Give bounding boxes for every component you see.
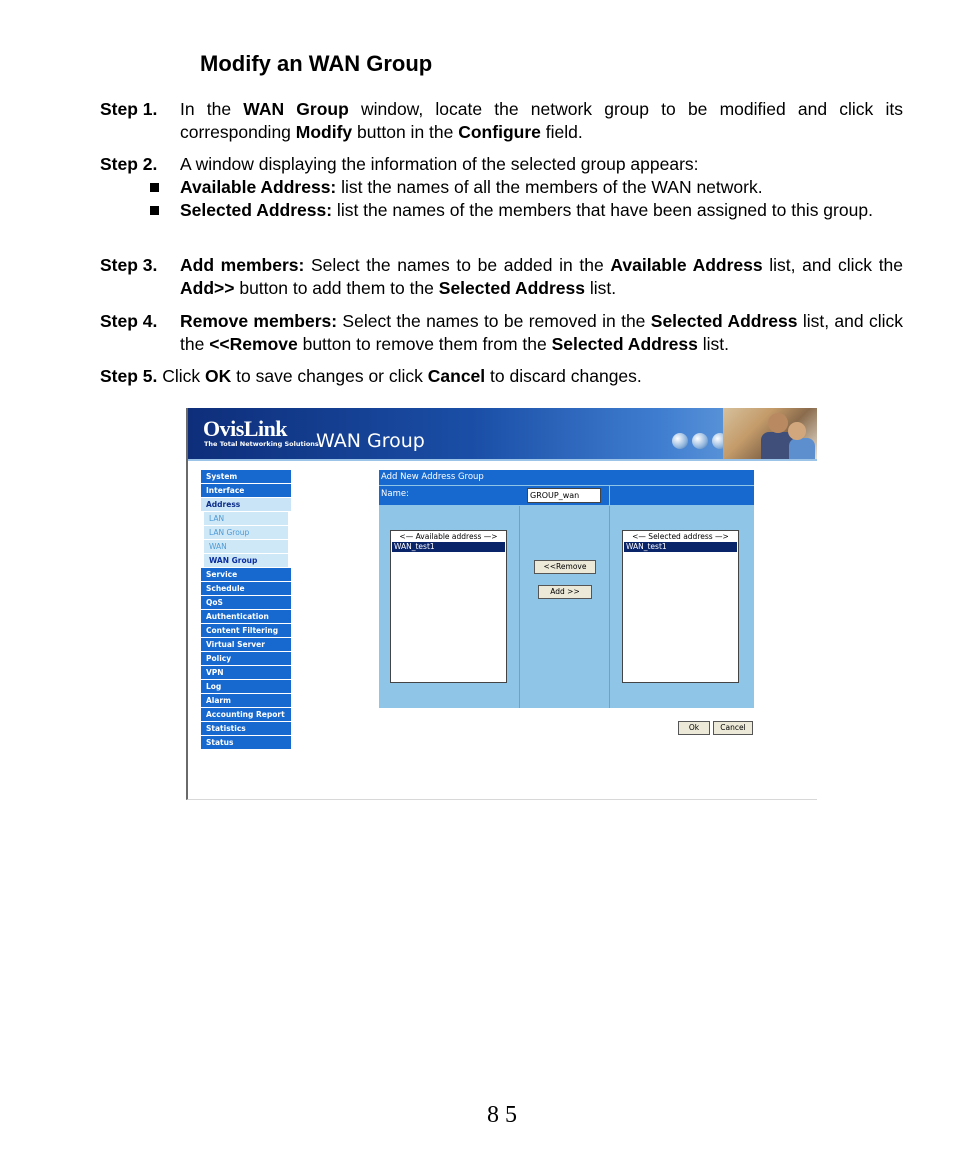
menu-item-log[interactable]: Log <box>201 680 291 693</box>
step-text: In the WAN Group window, locate the network group to be modified and click its corresponding Modify button in the Configure field. <box>180 99 903 142</box>
menu-item-schedule[interactable]: Schedule <box>201 582 291 595</box>
step-label: Step 2. <box>100 154 158 174</box>
available-address-list[interactable] <box>390 530 507 683</box>
logo-tagline: The Total Networking Solutions <box>204 440 319 448</box>
submenu-item-lan[interactable]: LAN <box>204 512 288 525</box>
menu-item-address[interactable]: Address <box>201 498 291 511</box>
section-title: Modify an WAN Group <box>200 51 433 76</box>
menu-item-accounting-report[interactable]: Accounting Report <box>201 708 291 721</box>
step-text: Add members: Select the names to be added in the Available Address list, and click the Add>> button to add them to the Selected Address list. <box>180 255 904 298</box>
selected-list-header: <— Selected address —> <box>632 532 729 541</box>
ok-button[interactable]: Ok <box>678 721 710 735</box>
bullet-available-address <box>100 176 903 199</box>
bullet-square-icon <box>150 183 159 192</box>
globe-icon <box>672 433 688 449</box>
menu-item-alarm[interactable]: Alarm <box>201 694 291 707</box>
step-2 <box>100 153 903 176</box>
list-item[interactable]: WAN_test1 <box>624 542 737 552</box>
step-text: Step 5. Click OK to save changes or click Cancel to discard changes. <box>100 366 642 386</box>
menu-item-system[interactable]: System <box>201 470 291 483</box>
wan-group-screenshot <box>186 408 817 800</box>
step-5 <box>100 365 903 388</box>
step-label: Step 4. <box>100 311 158 331</box>
step-4 <box>100 310 903 356</box>
banner-divider <box>188 459 817 461</box>
group-name-input[interactable]: GROUP_wan <box>527 488 601 503</box>
menu-item-statistics[interactable]: Statistics <box>201 722 291 735</box>
address-group-form <box>379 470 754 708</box>
menu-item-status[interactable]: Status <box>201 736 291 749</box>
step-text: Remove members: Select the names to be removed in the Selected Address list, and click the <<Remove button to remove them from the Selected Address list. <box>180 311 903 354</box>
available-list-header: <— Available address —> <box>399 532 498 541</box>
add-button[interactable]: Add >> <box>538 585 592 599</box>
name-label: Name: <box>381 489 409 499</box>
globe-icon <box>692 433 708 449</box>
submenu-item-wan[interactable]: WAN <box>204 540 288 553</box>
page-title: WAN Group <box>316 430 425 452</box>
cancel-button[interactable]: Cancel <box>713 721 753 735</box>
submenu-item-lan-group[interactable]: LAN Group <box>204 526 288 539</box>
selected-address-list[interactable] <box>622 530 739 683</box>
step-3 <box>100 254 903 300</box>
menu-item-authentication[interactable]: Authentication <box>201 610 291 623</box>
bullet-selected-address <box>100 199 903 222</box>
member-selection <box>379 506 754 708</box>
sidebar-menu <box>201 470 291 750</box>
menu-item-vpn[interactable]: VPN <box>201 666 291 679</box>
bullet-text: Selected Address: list the names of the members that have been assigned to this group. <box>180 200 873 220</box>
step-label: Step 3. <box>100 255 158 275</box>
form-header: Add New Address Group <box>379 470 754 485</box>
step-1 <box>100 98 903 144</box>
menu-item-service[interactable]: Service <box>201 568 291 581</box>
menu-item-virtual-server[interactable]: Virtual Server <box>201 638 291 651</box>
menu-item-qos[interactable]: QoS <box>201 596 291 609</box>
banner-photo <box>723 408 817 459</box>
step-text: A window displaying the information of the selected group appears: <box>180 154 699 174</box>
bullet-square-icon <box>150 206 159 215</box>
menu-item-interface[interactable]: Interface <box>201 484 291 497</box>
header-banner <box>188 408 817 459</box>
ovislink-logo: OvisLink <box>203 416 288 441</box>
page-number: 8 5 <box>487 1102 517 1128</box>
step-label: Step 1. <box>100 99 158 119</box>
name-row <box>379 486 754 505</box>
remove-button[interactable]: <<Remove <box>534 560 596 574</box>
list-item[interactable]: WAN_test1 <box>392 542 505 552</box>
menu-item-policy[interactable]: Policy <box>201 652 291 665</box>
submenu-item-wan-group[interactable]: WAN Group <box>204 554 288 567</box>
bullet-text: Available Address: list the names of all the members of the WAN network. <box>180 177 763 197</box>
menu-item-content-filtering[interactable]: Content Filtering <box>201 624 291 637</box>
